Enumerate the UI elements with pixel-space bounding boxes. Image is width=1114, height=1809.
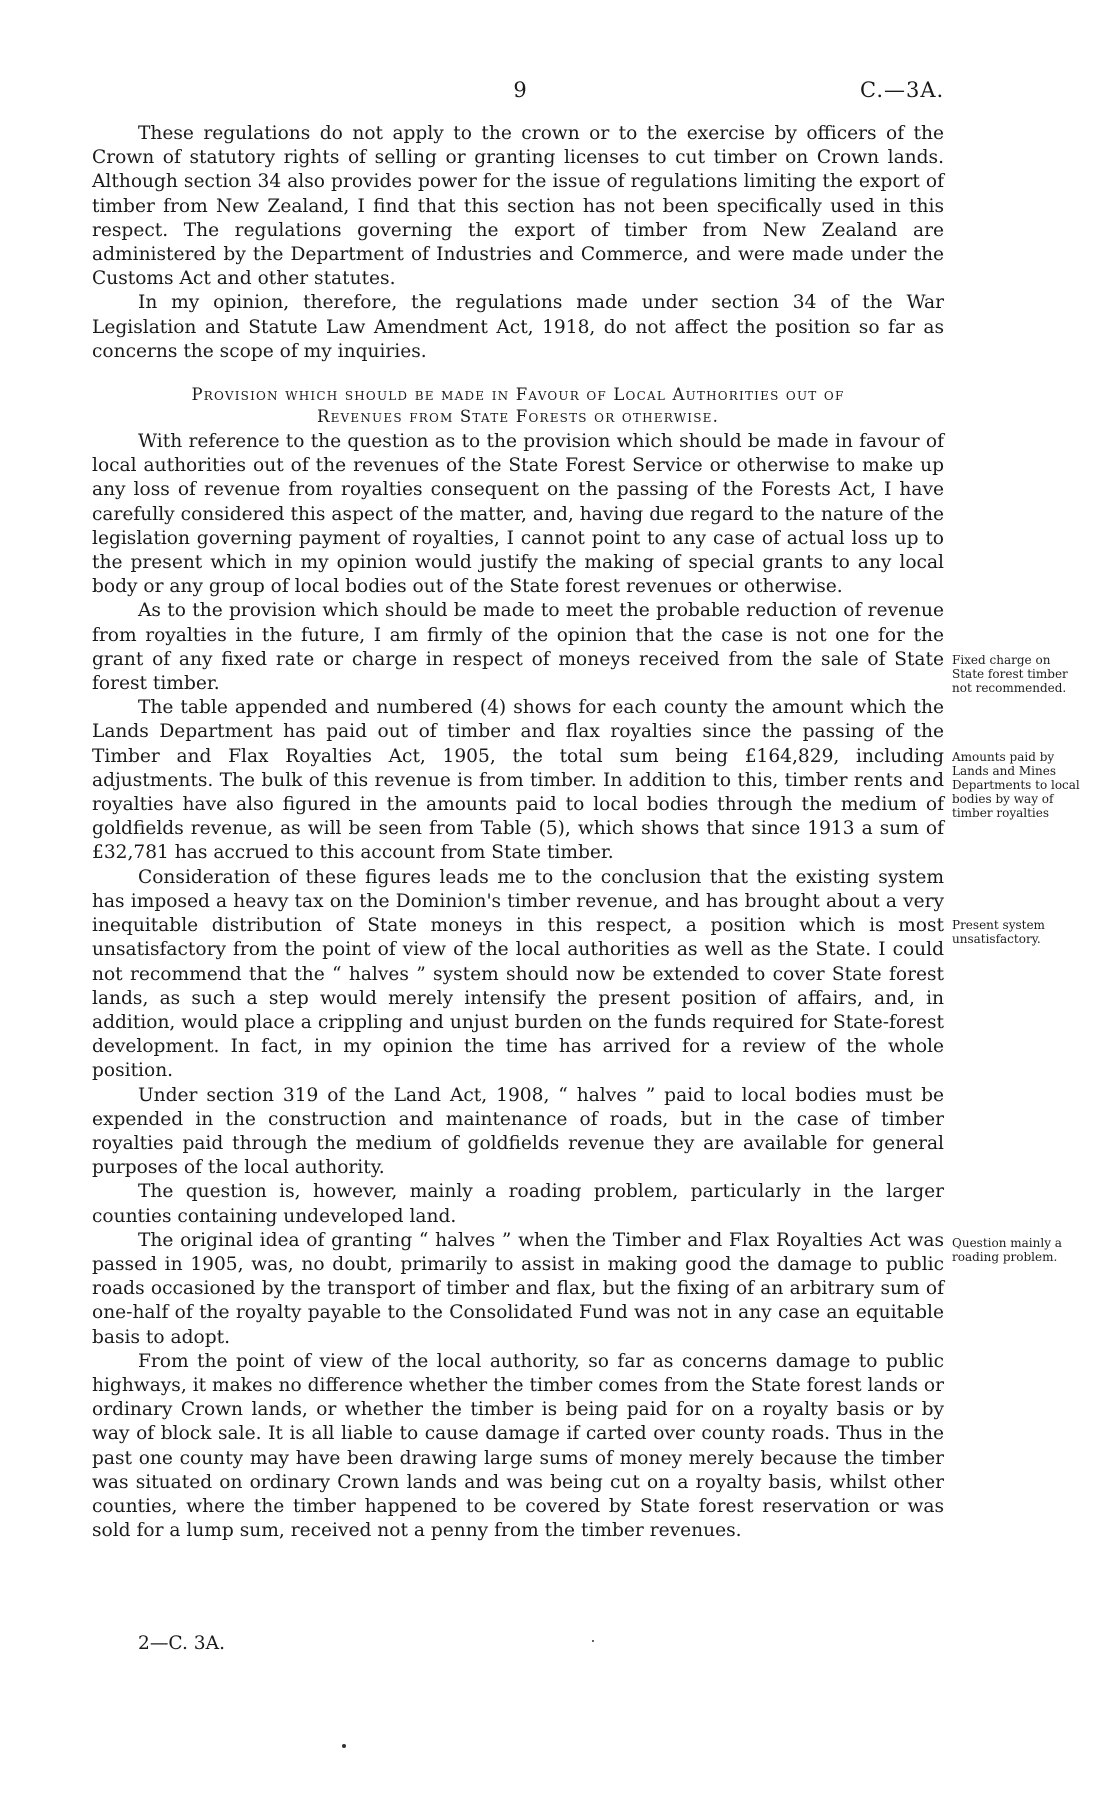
margin-note-fixed-charge: Fixed charge on State forest timber not recommended.	[952, 653, 1068, 695]
section-heading	[92, 384, 944, 428]
paragraph: In my opinion, therefore, the regulations made under section 34 of the War Legislation and Statute Law Amendment Act, 1918, do not affect the position so far as concerns the scope of my inquiries.	[92, 292, 944, 362]
paragraph: Under section 319 of the Land Act, 1908, “ halves ” paid to local bodies must be expended in the construction and maintenance of roads, but in the case of timber royalties paid through the medium of goldfields revenue they are available for general purposes of the local authority.	[92, 1084, 944, 1179]
paragraph: With reference to the question as to the provision which should be made in favour of local authorities out of the revenues of the State Forest Service or otherwise to make up any loss of revenue from royalties consequent on the passing of the Forests Act, I have carefully considered this aspect of the matter, and, having due regard to the nature of the legislation governing payment of royalties, I cannot point to any case of actual loss up to the present which in my opinion would justify the making of special grants to any local body or any group of local bodies out of the State forest revenues or otherwise.	[92, 431, 944, 598]
footer-signature-reference: 2—C. 3A.	[138, 1633, 225, 1654]
margin-note-present-system: Present system unsatisfactory.	[952, 918, 1045, 946]
scan-speck	[592, 1640, 594, 1642]
margin-note-amounts-paid: Amounts paid by Lands and Mines Departments to local bodies by way of timber royalties	[952, 750, 1080, 820]
document-reference: C.—3A.	[860, 78, 945, 102]
paragraph: The table appended and numbered (4) shows for each county the amount which the Lands Department has paid out of timber and flax royalties since the passing of the Timber and Flax Royalties Act, 1905, the total sum being £164,829, including adjustments. The bulk of this revenue is from timber. In addition to this, timber rents and royalties have also figured in the amounts paid to local bodies through the medium of goldfields revenue, as will be seen from Table (5), which shows that since 1913 a sum of £32,781 has accrued to this account from State timber.	[92, 697, 944, 864]
paragraph: These regulations do not apply to the crown or to the exercise by officers of the Crown of statutory rights of selling or granting licenses to cut timber on Crown lands. Although section 34 also provides power for the issue of regulations limiting the export of timber from New Zealand, I find that this section has not been specifically used in this respect. The regulations governing the export of timber from New Zealand are administered by the Department of Industries and Commerce, and were made under the Customs Act and other statutes.	[92, 123, 944, 290]
margin-note-roading-problem: Question mainly a roading problem.	[952, 1236, 1062, 1264]
body-text	[92, 122, 944, 1543]
section-heading-line: Revenues from State Forests or otherwise.	[316, 407, 720, 427]
scan-speck	[342, 1744, 346, 1748]
section-heading-line: Provision which should be made in Favour of Local Authorities out of	[191, 385, 845, 405]
paragraph: As to the provision which should be made to meet the probable reduction of revenue from royalties in the future, I am firmly of the opinion that the case is not one for the grant of any fixed rate or charge in respect of moneys received from the sale of State forest timber.	[92, 600, 944, 695]
page-number: 9	[513, 78, 527, 102]
paragraph: Consideration of these figures leads me to the conclusion that the existing system has imposed a heavy tax on the Dominion's timber revenue, and has brought about a very inequitable distribution of State moneys in this respect, a position which is most unsatisfactory from the point of view of the local authorities as well as the State. I could not recommend that the “ halves ” system should now be extended to cover State forest lands, as such a step would merely intensify the present position of affairs, and, in addition, would place a crippling and unjust burden on the funds required for State-forest development. In fact, in my opinion the time has arrived for a review of the whole position.	[92, 866, 944, 1082]
paragraph: The question is, however, mainly a roading problem, particularly in the larger counties containing undeveloped land.	[92, 1181, 944, 1227]
paragraph: The original idea of granting “ halves ” when the Timber and Flax Royalties Act was passed in 1905, was, no doubt, primarily to assist in making good the damage to public roads occasioned by the transport of timber and flax, but the fixing of an arbitrary sum of one-half of the royalty payable to the Consolidated Fund was not in any case an equitable basis to adopt.	[92, 1229, 944, 1348]
paragraph: From the point of view of the local authority, so far as concerns damage to public highways, it makes no difference whether the timber comes from the State forest lands or ordinary Crown lands, or whether the timber is being paid for on a royalty basis or by way of block sale. It is all liable to cause damage if carted over county roads. Thus in the past one county may have been drawing large sums of money merely because the timber was situated on ordinary Crown lands and was being cut on a royalty basis, whilst other counties, where the timber happened to be covered by State forest reservation or was sold for a lump sum, received not a penny from the timber revenues.	[92, 1350, 944, 1542]
